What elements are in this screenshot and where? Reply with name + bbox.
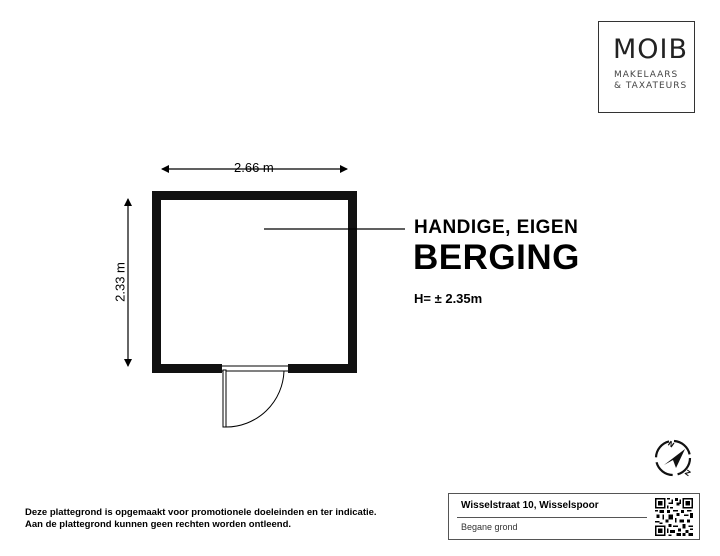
- address-text: Wisselstraat 10, Wisselspoor: [461, 500, 599, 511]
- room-walls: [152, 191, 357, 373]
- disclaimer-line-2: Aan de plattegrond kunnen geen rechten worden ontleend.: [25, 519, 292, 530]
- address-divider: [457, 517, 647, 518]
- logo-sub-text-1: MAKELAARS: [614, 70, 679, 80]
- room-title-line1: HANDIGE, EIGEN: [414, 217, 579, 238]
- room-title-line2: BERGING: [413, 238, 580, 277]
- door-swing-arc: [226, 371, 284, 427]
- wall-bottom-right: [288, 364, 357, 373]
- width-dimension-label: 2.66 m: [234, 160, 274, 175]
- height-dimension-label: 2.33 m: [112, 262, 128, 302]
- wall-left: [152, 191, 161, 373]
- floor-name-text: Begane grond: [461, 522, 518, 532]
- wall-bottom-left: [152, 364, 222, 373]
- room-height-label: H= ± 2.35m: [414, 291, 483, 306]
- compass-icon: [652, 437, 694, 479]
- qr-code-icon[interactable]: [655, 498, 693, 536]
- wall-right: [348, 191, 357, 373]
- disclaimer-line-1: Deze plattegrond is opgemaakt voor promotionele doeleinden en ter indicatie.: [25, 507, 377, 518]
- address-box: [448, 493, 700, 540]
- svg-text:N: N: [666, 439, 676, 450]
- logo-sub-text-2: & TAXATEURS: [614, 81, 688, 91]
- logo-main-text: MOIB: [613, 34, 689, 65]
- door-leaf: [223, 370, 226, 427]
- door: [222, 366, 288, 427]
- svg-text:Z: Z: [683, 468, 692, 479]
- wall-top: [152, 191, 357, 200]
- disclaimer-text: [25, 507, 377, 531]
